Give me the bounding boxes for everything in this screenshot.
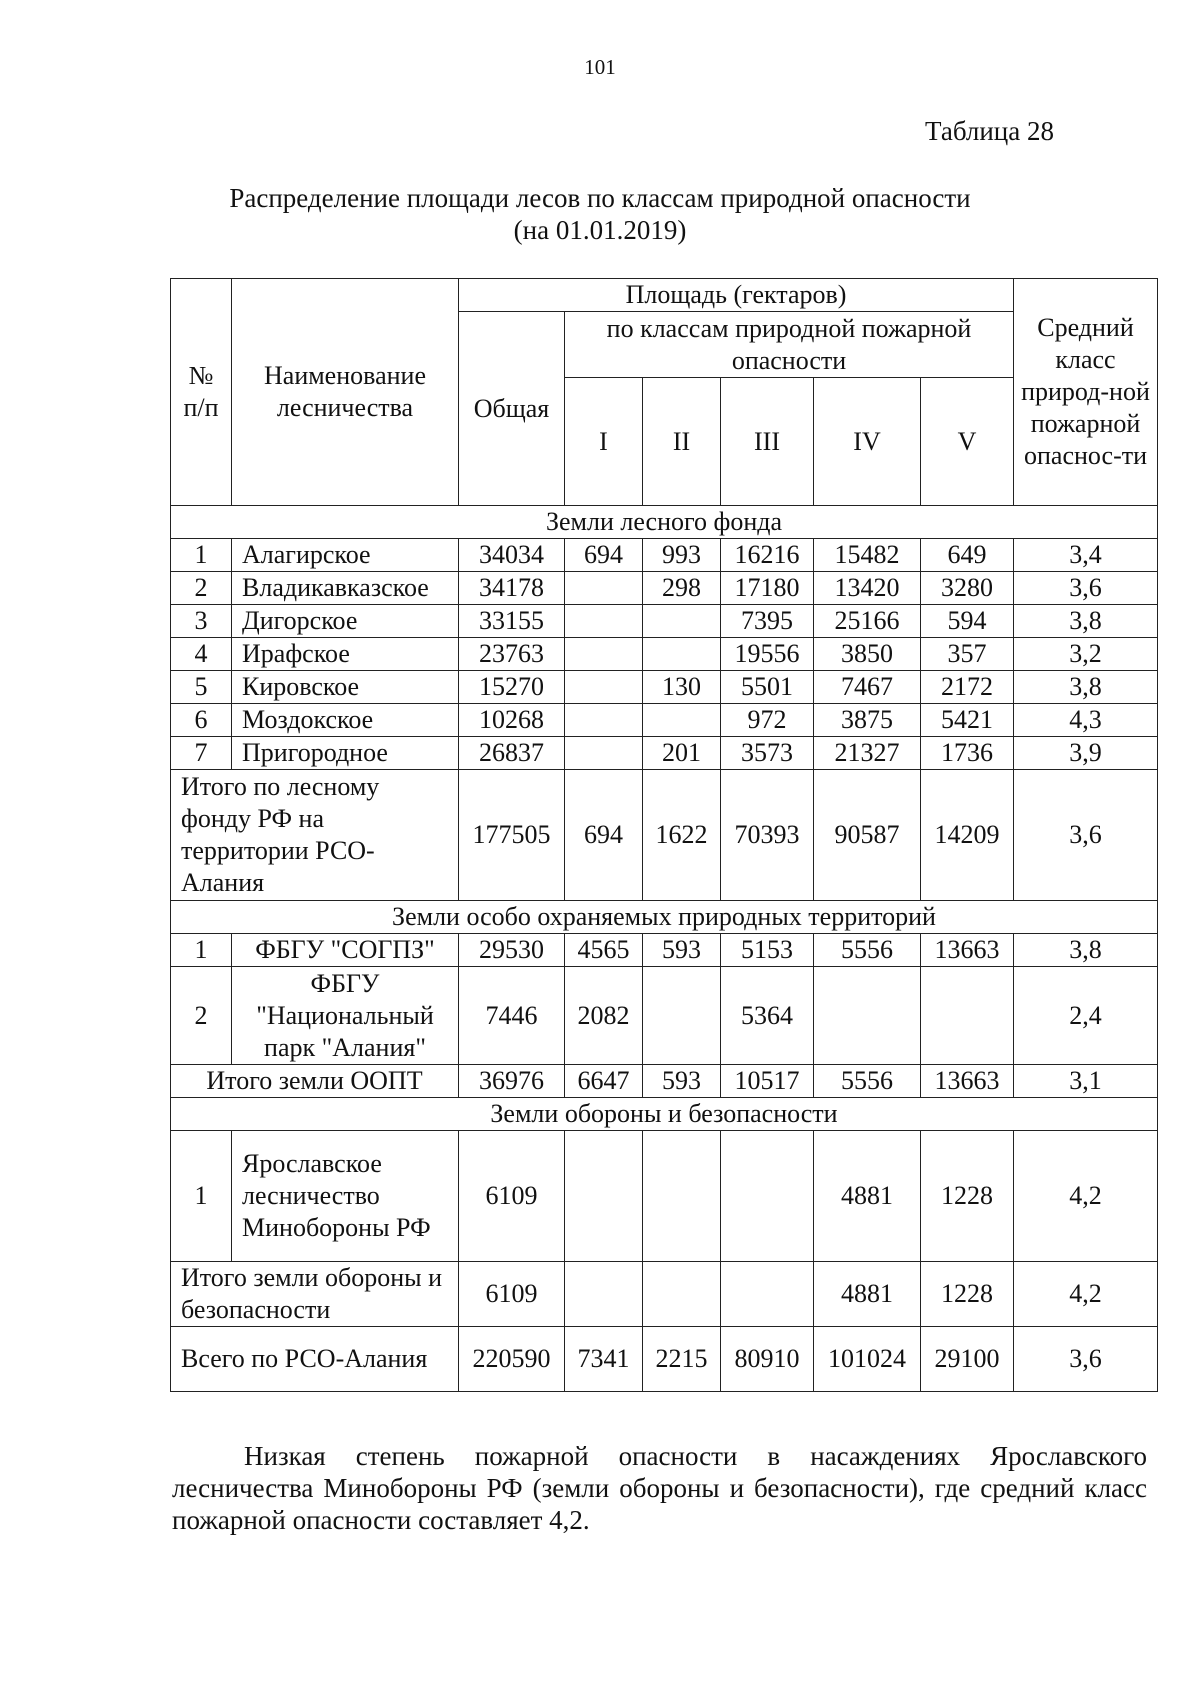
class-4-area: 4881 [814,1131,921,1262]
class-5-area: 2172 [921,671,1014,704]
forestry-name: ФБГУ "Национальный парк "Алания" [232,967,459,1065]
avg-class: 3,9 [1014,737,1158,770]
class-5-area: 13663 [921,1065,1014,1098]
grand-total-row [171,1327,1158,1392]
forestry-name: Алагирское [232,539,459,572]
class-2-area: 1622 [643,770,721,901]
total-area: 7446 [459,967,565,1065]
class-5-area: 13663 [921,934,1014,967]
forestry-name: Моздокское [232,704,459,737]
class-1-area: 6647 [565,1065,643,1098]
class-2-area: 130 [643,671,721,704]
row-number: 1 [171,934,232,967]
row-number: 4 [171,638,232,671]
total-area: 26837 [459,737,565,770]
header-num: № п/п [171,279,232,506]
class-1-area [565,638,643,671]
row-number: 6 [171,704,232,737]
table-row [171,605,1158,638]
header-class-1: I [565,378,643,506]
body-paragraph: Низкая степень пожарной опасности в насаждениях Ярославского лесничества Минобороны РФ (земли обороны и безопасности), где средний класс пожарной опасности составляет 4,2. [172,1441,1147,1535]
header-class-5: V [921,378,1014,506]
table-caption [0,182,1200,246]
class-1-area [565,572,643,605]
forestry-name: Владикавказское [232,572,459,605]
class-3-area: 3573 [721,737,814,770]
class-2-area [643,704,721,737]
class-4-area: 21327 [814,737,921,770]
class-2-area [643,967,721,1065]
class-4-area: 5556 [814,1065,921,1098]
table-row [171,539,1158,572]
forest-area-table [170,278,1158,1392]
class-4-area: 3850 [814,638,921,671]
subtotal-row [171,1262,1158,1327]
class-2-area: 201 [643,737,721,770]
class-1-area: 4565 [565,934,643,967]
class-1-area [565,1262,643,1327]
class-5-area: 3280 [921,572,1014,605]
class-4-area: 4881 [814,1262,921,1327]
class-4-area: 3875 [814,704,921,737]
class-2-area: 993 [643,539,721,572]
avg-class: 3,2 [1014,638,1158,671]
total-area: 6109 [459,1262,565,1327]
class-1-area: 7341 [565,1327,643,1392]
header-class-4: IV [814,378,921,506]
class-3-area: 80910 [721,1327,814,1392]
class-1-area [565,1131,643,1262]
avg-class: 3,4 [1014,539,1158,572]
class-5-area: 1228 [921,1131,1014,1262]
class-3-area [721,1131,814,1262]
row-number: 2 [171,572,232,605]
header-avg-class: Средний класс природ-ной пожарной опаснос-ти [1014,279,1158,506]
class-3-area: 10517 [721,1065,814,1098]
row-number: 5 [171,671,232,704]
class-5-area: 649 [921,539,1014,572]
table-row [171,704,1158,737]
class-1-area: 694 [565,770,643,901]
caption-line-1: Распределение площади лесов по классам природной опасности [229,183,971,213]
subtotal-row [171,1065,1158,1098]
class-1-area [565,671,643,704]
total-area: 15270 [459,671,565,704]
grand-total-label: Всего по РСО-Алания [171,1327,459,1392]
row-number: 2 [171,967,232,1065]
table-row [171,572,1158,605]
row-number: 1 [171,539,232,572]
class-1-area: 2082 [565,967,643,1065]
subtotal-label: Итого земли ООПТ [171,1065,459,1098]
class-1-area: 694 [565,539,643,572]
header-classes: по классам природной пожарной опасности [565,312,1014,378]
header-total: Общая [459,312,565,506]
class-4-area: 90587 [814,770,921,901]
class-1-area [565,737,643,770]
class-4-area: 101024 [814,1327,921,1392]
avg-class: 4,3 [1014,704,1158,737]
header-name: Наименование лесничества [232,279,459,506]
total-area: 23763 [459,638,565,671]
class-1-area [565,605,643,638]
class-3-area: 972 [721,704,814,737]
avg-class: 4,2 [1014,1131,1158,1262]
subtotal-label: Итого земли обороны и безопасности [171,1262,459,1327]
forestry-name: ФБГУ "СОГПЗ" [232,934,459,967]
table-row [171,737,1158,770]
class-4-area: 5556 [814,934,921,967]
class-2-area [643,1262,721,1327]
class-4-area [814,967,921,1065]
avg-class: 3,8 [1014,605,1158,638]
class-2-area [643,638,721,671]
table-row [171,934,1158,967]
class-2-area: 593 [643,934,721,967]
class-1-area [565,704,643,737]
total-area: 34034 [459,539,565,572]
avg-class: 4,2 [1014,1262,1158,1327]
forestry-name: Ирафское [232,638,459,671]
class-3-area: 5501 [721,671,814,704]
header-class-3: III [721,378,814,506]
class-2-area: 298 [643,572,721,605]
class-3-area: 16216 [721,539,814,572]
table-row [171,638,1158,671]
class-4-area: 7467 [814,671,921,704]
class-5-area: 594 [921,605,1014,638]
total-area: 177505 [459,770,565,901]
avg-class: 2,4 [1014,967,1158,1065]
class-5-area: 1736 [921,737,1014,770]
page-number: 101 [584,55,616,79]
class-4-area: 13420 [814,572,921,605]
class-4-area: 25166 [814,605,921,638]
avg-class: 3,1 [1014,1065,1158,1098]
subtotal-row [171,770,1158,901]
caption-line-2: (на 01.01.2019) [513,215,687,245]
total-area: 220590 [459,1327,565,1392]
subtotal-label: Итого по лесному фонду РФ на территории РСО-Алания [171,770,459,901]
table-label: Таблица 28 [925,116,1054,146]
class-5-area: 29100 [921,1327,1014,1392]
header-area: Площадь (гектаров) [459,279,1014,312]
section-title: Земли обороны и безопасности [171,1098,1158,1131]
avg-class: 3,6 [1014,572,1158,605]
row-number: 1 [171,1131,232,1262]
forestry-name: Дигорское [232,605,459,638]
class-3-area: 70393 [721,770,814,901]
avg-class: 3,6 [1014,770,1158,901]
total-area: 6109 [459,1131,565,1262]
class-3-area: 19556 [721,638,814,671]
table-row [171,967,1158,1065]
total-area: 29530 [459,934,565,967]
forestry-name: Кировское [232,671,459,704]
header-class-2: II [643,378,721,506]
class-5-area: 5421 [921,704,1014,737]
class-3-area: 7395 [721,605,814,638]
total-area: 36976 [459,1065,565,1098]
section-title: Земли особо охраняемых природных территорий [171,901,1158,934]
avg-class: 3,6 [1014,1327,1158,1392]
class-4-area: 15482 [814,539,921,572]
class-5-area: 357 [921,638,1014,671]
avg-class: 3,8 [1014,934,1158,967]
section-title: Земли лесного фонда [171,506,1158,539]
row-number: 3 [171,605,232,638]
class-5-area [921,967,1014,1065]
class-3-area: 5153 [721,934,814,967]
total-area: 10268 [459,704,565,737]
class-2-area: 593 [643,1065,721,1098]
table-row [171,671,1158,704]
class-3-area: 17180 [721,572,814,605]
forestry-name: Пригородное [232,737,459,770]
avg-class: 3,8 [1014,671,1158,704]
total-area: 33155 [459,605,565,638]
row-number: 7 [171,737,232,770]
class-2-area [643,1131,721,1262]
class-2-area [643,605,721,638]
forestry-name: Ярославское лесничество Минобороны РФ [232,1131,459,1262]
class-5-area: 1228 [921,1262,1014,1327]
class-2-area: 2215 [643,1327,721,1392]
table-row [171,1131,1158,1262]
class-3-area: 5364 [721,967,814,1065]
class-3-area [721,1262,814,1327]
class-5-area: 14209 [921,770,1014,901]
total-area: 34178 [459,572,565,605]
